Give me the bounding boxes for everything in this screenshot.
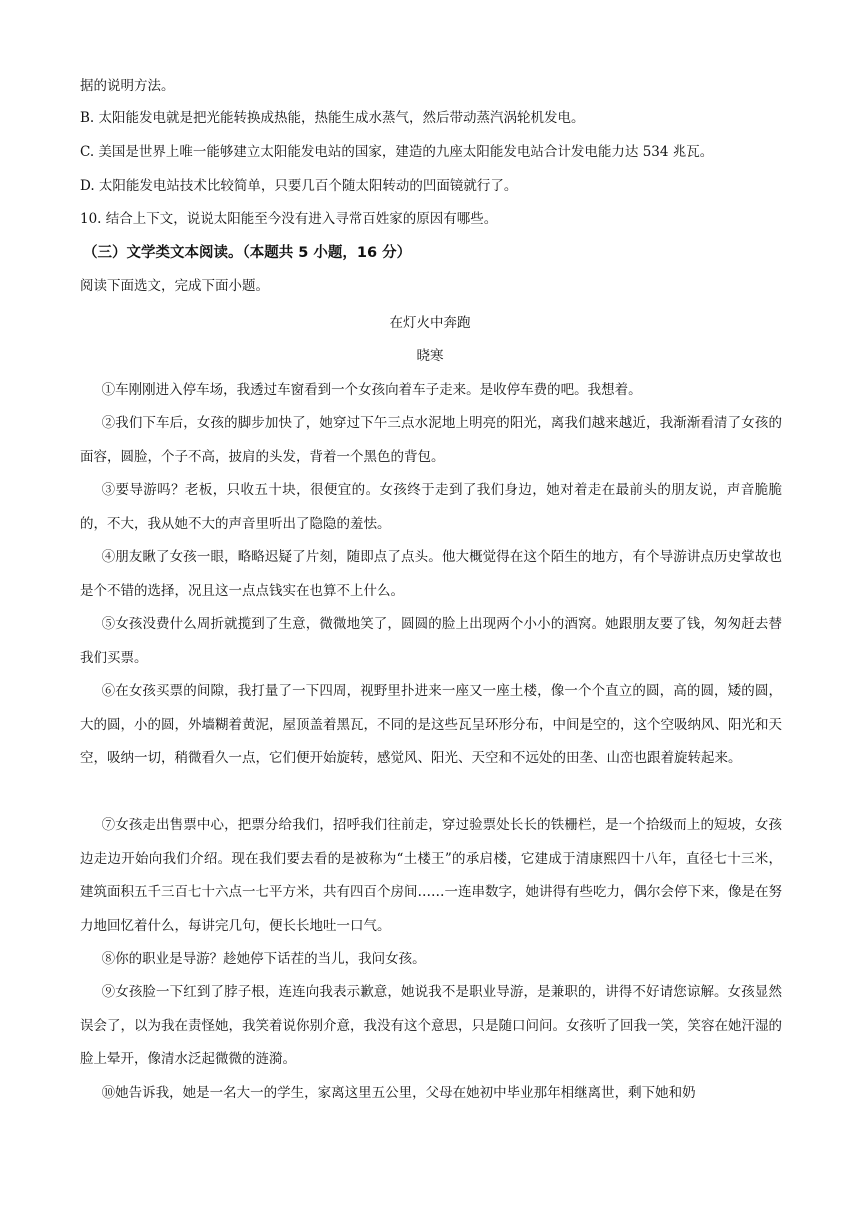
paragraph-5: ⑤女孩没费什么周折就揽到了生意，微微地笑了，圆圆的脸上出现两个小小的酒窝。她跟朋友要了钱，匆匆赶去替我们买票。 [80,616,782,666]
option-c: C. 美国是世界上唯一能够建立太阳能发电站的国家，建造的九座太阳能发电站合计发电能力达 534 兆瓦。 [80,144,714,160]
question-10: 10. 结合上下文，说说太阳能至今没有进入寻常百姓家的原因有哪些。 [80,211,498,227]
article-author: 晓寒 [416,348,444,364]
paragraph-1: ①车刚刚进入停车场，我透过车窗看到一个女孩向着车子走来。是收停车费的吧。我想着。 [101,382,642,398]
section-instruction: 阅读下面选文，完成下面小题。 [80,278,269,294]
paragraph-8: ⑧你的职业是导游？趁她停下话茬的当儿，我问女孩。 [101,951,426,967]
option-b: B. 太阳能发电就是把光能转换成热能，热能生成水蒸气，然后带动蒸汽涡轮机发电。 [80,110,585,126]
paragraph-2: ②我们下车后，女孩的脚步加快了，她穿过下午三点水泥地上明亮的阳光，离我们越来越近，我渐渐看清了女孩的面容，圆脸，个子不高，披肩的头发，背着一个黑色的背包。 [80,415,782,465]
article-title: 在灯火中奔跑 [389,315,471,331]
paragraph-6: ⑥在女孩买票的间隙，我打量了一下四周，视野里扑进来一座又一座土楼，像一个个直立的圆，高的圆，矮的圆，大的圆，小的圆，外墙糊着黄泥，屋顶盖着黑瓦，不同的是这些瓦呈环形分布，中间是空的，这个空吸纳风、阳光和天空，吸纳一切，稍微看久一点，它们便开始旋转，感觉风、阳光、天空和不远处的田垄、山峦也跟着旋转起来。 [80,683,782,766]
paragraph-7: ⑦女孩走出售票中心，把票分给我们，招呼我们往前走，穿过验票处长长的铁栅栏，是一个拾级而上的短坡，女孩边走边开始向我们介绍。现在我们要去看的是被称为“土楼王”的承启楼，它建成于清康熙四十八年，直径七十三米，建筑面积五千三百七十六点一七平方米，共有四百个房间……一连串数字，她讲得有些吃力，偶尔会停下来，像是在努力地回忆着什么，每讲完几句，便长长地吐一口气。 [80,817,782,934]
paragraph-3: ③要导游吗？老板，只收五十块，很便宜的。女孩终于走到了我们身边，她对着走在最前头的朋友说，声音脆脆的，不大，我从她不大的声音里听出了隐隐的羞怯。 [80,482,782,532]
option-d: D. 太阳能发电站技术比较简单，只要几百个随太阳转动的凹面镜就行了。 [80,178,518,194]
text-line-method: 据的说明方法。 [80,78,175,94]
section-heading: （三）文学类文本阅读。（本题共 5 小题，16 分） [83,245,412,261]
paragraph-4: ④朋友瞅了女孩一眼，略略迟疑了片刻，随即点了点头。他大概觉得在这个陌生的地方，有个导游讲点历史掌故也是个不错的选择，况且这一点点钱实在也算不上什么。 [80,549,782,599]
paragraph-9: ⑨女孩脸一下红到了脖子根，连连向我表示歉意，她说我不是职业导游，是兼职的，讲得不好请您谅解。女孩显然误会了，以为我在责怪她，我笑着说你别介意，我没有这个意思，只是随口问问。女孩听了回我一笑，笑容在她汗湿的脸上晕开，像清水泛起微微的涟漪。 [80,984,782,1067]
paragraph-10: ⑩她告诉我，她是一名大一的学生，家离这里五公里，父母在她初中毕业那年相继离世，剩下她和奶 [101,1085,696,1101]
